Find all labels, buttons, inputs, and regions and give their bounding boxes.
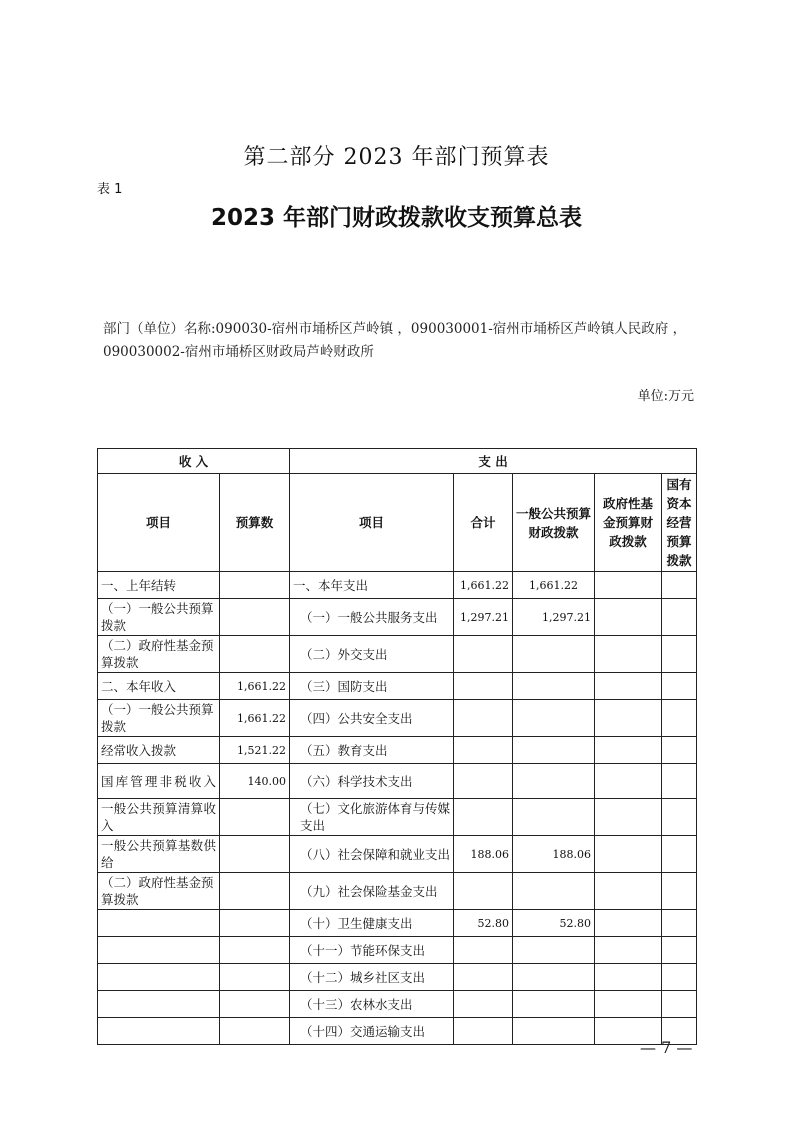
general-value xyxy=(513,964,595,991)
income-budget xyxy=(220,873,290,910)
income-budget: 1,661.22 xyxy=(220,700,290,737)
income-item: （一）一般公共预算拨款 xyxy=(98,700,220,737)
income-item xyxy=(98,937,220,964)
income-item xyxy=(98,964,220,991)
income-item: 二、本年收入 xyxy=(98,673,220,700)
page-number: — 7 — xyxy=(640,1038,693,1057)
state-asset-value xyxy=(662,910,697,937)
state-asset-value xyxy=(662,873,697,910)
unit-label: 单位:万元 xyxy=(637,389,694,404)
table-label: 表 1 xyxy=(97,182,123,197)
table-row xyxy=(98,673,697,700)
income-item: 一、上年结转 xyxy=(98,572,220,599)
total-value xyxy=(454,937,513,964)
table-row xyxy=(98,836,697,873)
department-info xyxy=(103,318,703,364)
expense-item: （一）一般公共服务支出 xyxy=(290,599,454,636)
income-item: （一）一般公共预算拨款 xyxy=(98,599,220,636)
state-asset-value xyxy=(662,991,697,1018)
total-value xyxy=(454,673,513,700)
income-group-header: 收 入 xyxy=(98,449,290,474)
total-value: 188.06 xyxy=(454,836,513,873)
income-budget xyxy=(220,991,290,1018)
total-value xyxy=(454,799,513,836)
general-value xyxy=(513,799,595,836)
general-value xyxy=(513,737,595,764)
state-asset-value xyxy=(662,572,697,599)
gov-fund-value xyxy=(595,599,662,636)
income-budget xyxy=(220,964,290,991)
gov-fund-value xyxy=(595,673,662,700)
table-row xyxy=(98,799,697,836)
income-budget xyxy=(220,937,290,964)
total-value xyxy=(454,1018,513,1045)
income-item xyxy=(98,1018,220,1045)
expense-item-header: 项目 xyxy=(290,474,454,572)
gov-fund-value xyxy=(595,737,662,764)
state-asset-value xyxy=(662,799,697,836)
state-asset-value xyxy=(662,636,697,673)
table-row xyxy=(98,764,697,799)
table-row xyxy=(98,599,697,636)
income-budget: 140.00 xyxy=(220,764,290,799)
income-budget xyxy=(220,599,290,636)
expense-item: （九）社会保险基金支出 xyxy=(290,873,454,910)
gov-fund-value xyxy=(595,700,662,737)
state-asset-value xyxy=(662,700,697,737)
general-value: 1,297.21 xyxy=(513,599,595,636)
expense-group-header: 支 出 xyxy=(290,449,697,474)
table-row xyxy=(98,700,697,737)
general-value: 188.06 xyxy=(513,836,595,873)
table-row xyxy=(98,910,697,937)
total-value xyxy=(454,964,513,991)
income-budget xyxy=(220,836,290,873)
gov-fund-value xyxy=(595,910,662,937)
income-budget: 1,661.22 xyxy=(220,673,290,700)
gov-fund-header: 政府性基金预算财政拨款 xyxy=(595,474,662,572)
expense-item: （十二）城乡社区支出 xyxy=(290,964,454,991)
income-budget xyxy=(220,910,290,937)
income-budget xyxy=(220,636,290,673)
expense-item: （八）社会保障和就业支出 xyxy=(290,836,454,873)
table-row xyxy=(98,937,697,964)
general-value xyxy=(513,1018,595,1045)
income-item: 国库管理非税收入 xyxy=(98,764,220,799)
expense-item: （七）文化旅游体育与传媒支出 xyxy=(290,799,454,836)
general-value xyxy=(513,873,595,910)
general-value xyxy=(513,991,595,1018)
expense-item: （三）国防支出 xyxy=(290,673,454,700)
expense-item: （十四）交通运输支出 xyxy=(290,1018,454,1045)
expense-item: （二）外交支出 xyxy=(290,636,454,673)
general-value: 1,661.22 xyxy=(513,572,595,599)
total-value xyxy=(454,700,513,737)
department-line-2: 090030002-宿州市埇桥区财政局芦岭财政所 xyxy=(103,344,374,360)
total-value: 1,661.22 xyxy=(454,572,513,599)
income-item xyxy=(98,910,220,937)
state-asset-value xyxy=(662,599,697,636)
income-item: 一般公共预算基数供给 xyxy=(98,836,220,873)
total-value xyxy=(454,737,513,764)
general-value: 52.80 xyxy=(513,910,595,937)
department-line-1: 部门（单位）名称:090030-宿州市埇桥区芦岭镇 ，090030001-宿州市埇桥区芦岭镇人民政府 ， xyxy=(103,321,687,337)
table-row xyxy=(98,964,697,991)
income-budget-header: 预算数 xyxy=(220,474,290,572)
total-value xyxy=(454,991,513,1018)
budget-table xyxy=(97,448,697,1045)
table-row xyxy=(98,991,697,1018)
expense-item: （十）卫生健康支出 xyxy=(290,910,454,937)
table-row xyxy=(98,1018,697,1045)
total-header: 合计 xyxy=(454,474,513,572)
income-item: （二）政府性基金预算拨款 xyxy=(98,636,220,673)
total-value: 52.80 xyxy=(454,910,513,937)
part-title: 第二部分 2023 年部门预算表 xyxy=(243,145,550,170)
expense-item: （六）科学技术支出 xyxy=(290,764,454,799)
expense-item: 一、本年支出 xyxy=(290,572,454,599)
main-title: 2023 年部门财政拨款收支预算总表 xyxy=(210,205,583,231)
income-item: （二）政府性基金预算拨款 xyxy=(98,873,220,910)
general-value xyxy=(513,636,595,673)
income-budget xyxy=(220,572,290,599)
table-row xyxy=(98,572,697,599)
general-value xyxy=(513,764,595,799)
table-row xyxy=(98,636,697,673)
gov-fund-value xyxy=(595,991,662,1018)
total-value xyxy=(454,636,513,673)
gov-fund-value xyxy=(595,764,662,799)
general-value xyxy=(513,937,595,964)
state-asset-value xyxy=(662,937,697,964)
total-value: 1,297.21 xyxy=(454,599,513,636)
gov-fund-value xyxy=(595,836,662,873)
general-budget-header: 一般公共预算财政拨款 xyxy=(513,474,595,572)
state-asset-value xyxy=(662,836,697,873)
state-asset-value xyxy=(662,737,697,764)
state-asset-header: 国有资本经营预算拨款 xyxy=(662,474,697,572)
gov-fund-value xyxy=(595,799,662,836)
table-row xyxy=(98,873,697,910)
total-value xyxy=(454,873,513,910)
state-asset-value xyxy=(662,764,697,799)
expense-item: （五）教育支出 xyxy=(290,737,454,764)
expense-item: （十三）农林水支出 xyxy=(290,991,454,1018)
table-row xyxy=(98,737,697,764)
gov-fund-value xyxy=(595,572,662,599)
gov-fund-value xyxy=(595,636,662,673)
income-item-header: 项目 xyxy=(98,474,220,572)
gov-fund-value xyxy=(595,937,662,964)
income-item: 一般公共预算清算收入 xyxy=(98,799,220,836)
income-item: 经常收入拨款 xyxy=(98,737,220,764)
state-asset-value xyxy=(662,673,697,700)
income-budget xyxy=(220,799,290,836)
income-budget: 1,521.22 xyxy=(220,737,290,764)
general-value xyxy=(513,700,595,737)
gov-fund-value xyxy=(595,964,662,991)
expense-item: （十一）节能环保支出 xyxy=(290,937,454,964)
total-value xyxy=(454,764,513,799)
state-asset-value xyxy=(662,964,697,991)
expense-item: （四）公共安全支出 xyxy=(290,700,454,737)
gov-fund-value xyxy=(595,873,662,910)
income-item xyxy=(98,991,220,1018)
general-value xyxy=(513,673,595,700)
income-budget xyxy=(220,1018,290,1045)
